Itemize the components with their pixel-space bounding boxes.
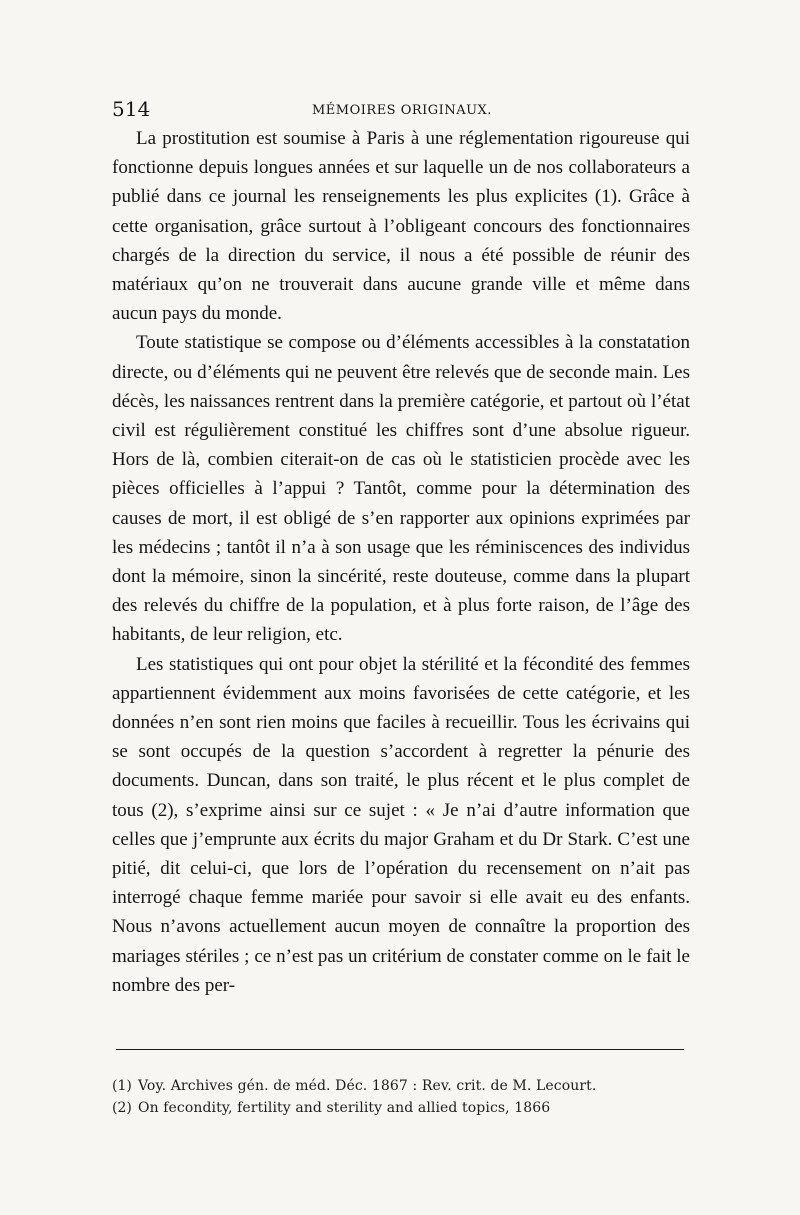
footnotes: [112, 1075, 690, 1119]
running-head: [112, 96, 690, 122]
footnote-rule: [116, 1049, 684, 1050]
paragraph-3: Les statistiques qui ont pour objet la stérilité et la fécondité des femmes appartiennent évidemment aux moins favorisées de cette catégorie, et les données n’en sont rien moins que faciles à recueillir. Tous les écrivains qui se sont occupés de la question s’accordent à regretter la pénurie des documents. Duncan, dans son traité, le plus récent et le plus complet de tous (2), s’exprime ainsi sur ce sujet : « Je n’ai d’autre information que celles que j’emprunte aux écrits du major Graham et du Dr Stark. C’est une pitié, dit celui-ci, que lors de l’opération du recensement on n’ait pas interrogé chaque femme mariée pour savoir si elle avait eu des enfants. Nous n’avons actuellement aucun moyen de connaître la proportion des mariages stériles ; ce n’est pas un critérium de constater comme on le fait le nombre des per-: [112, 653, 690, 996]
footnote-mark: (1): [112, 1078, 132, 1095]
footnote-1: [112, 1075, 690, 1097]
footnote-text: On fecondity, fertility and sterility and allied topics, 1866: [138, 1100, 551, 1117]
footnote-2: [112, 1097, 690, 1119]
page-number: 514: [112, 97, 151, 121]
paragraph-2: Toute statistique se compose ou d’éléments accessibles à la constatation directe, ou d’éléments qui ne peuvent être relevés que de seconde main. Les décès, les naissances rentrent dans la première catégorie, et partout où l’état civil est régulièrement constitué les chiffres sont d’une absolue rigueur. Hors de là, combien citerait-on de cas où le statisticien procède avec les pièces officielles à l’appui ? Tantôt, comme pour la détermination des causes de mort, il est obligé de s’en rapporter aux opinions exprimées par les médecins ; tantôt il n’a à son usage que les réminiscences des individus dont la mémoire, sinon la sincérité, reste douteuse, comme dans la plupart des relevés du chiffre de la population, et à plus forte raison, de l’âge des habitants, de leur religion, etc.: [112, 332, 690, 646]
footnote-mark: (2): [112, 1100, 132, 1117]
paragraph-1: La prostitution est soumise à Paris à une réglementation rigoureuse qui fonctionne depuis longues années et sur laquelle un de nos collaborateurs a publié dans ce journal les renseignements les plus explicites (1). Grâce à cette organisation, grâce surtout à l’obligeant concours des fonctionnaires chargés de la direction du service, il nous a été possible de réunir des matériaux qu’on ne trouverait dans aucune grande ville et même dans aucun pays du monde.: [112, 128, 690, 325]
footnote-text: Voy. Archives gén. de méd. Déc. 1867 : Rev. crit. de M. Lecourt.: [138, 1078, 597, 1095]
running-title: MÉMOIRES ORIGINAUX.: [312, 103, 492, 118]
document-page: [112, 96, 690, 1119]
